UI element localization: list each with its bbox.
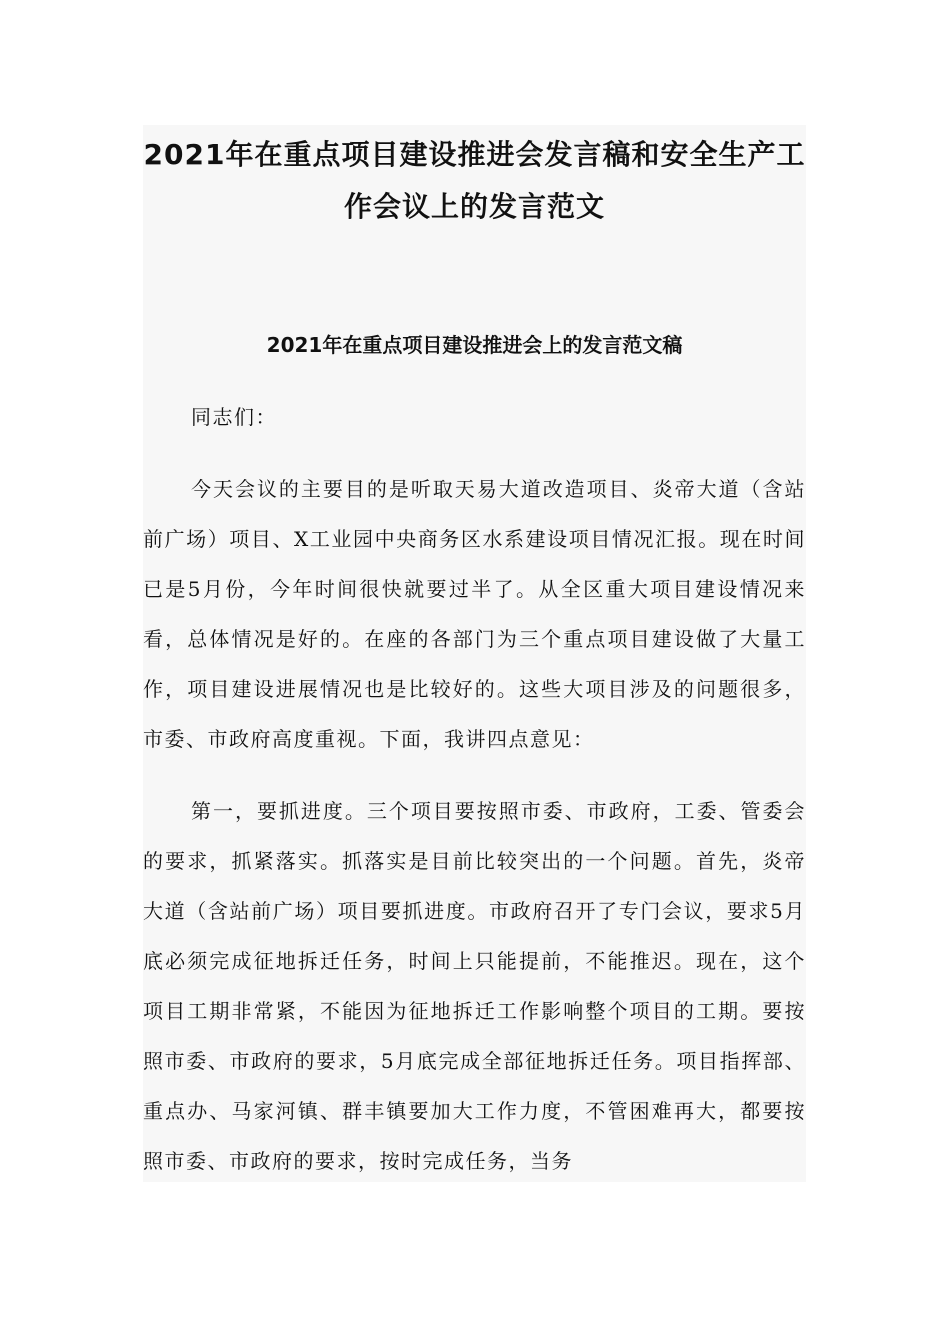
greeting-paragraph: 同志们： [191, 405, 277, 429]
section-title: 2021年在重点项目建设推进会上的发言范文稿 [266, 333, 683, 357]
document-title: 2021年在重点项目建设推进会发言稿和安全生产工作会议上的发言范文 [143, 138, 806, 223]
body-paragraph-2: 第一，要抓进度。三个项目要按照市委、市政府，工委、管委会的要求，抓紧落实。抓落实是目前比较突出的一个问题。首先，炎帝大道（含站前广场）项目要抓进度。市政府召开了专门会议，要求5月底必须完成征地拆迁任务，时间上只能提前，不能推迟。现在，这个项目工期非常紧，不能因为征地拆迁工作影响整个项目的工期。要按照市委、市政府的要求，5月底完成全部征地拆迁任务。项目指挥部、重点办、马家河镇、群丰镇要加大工作力度，不管困难再大，都要按照市委、市政府的要求，按时完成任务，当务 [143, 799, 806, 1173]
body-paragraph-1: 今天会议的主要目的是听取天易大道改造项目、炎帝大道（含站前广场）项目、X工业园中央商务区水系建设项目情况汇报。现在时间已是5月份，今年时间很快就要过半了。从全区重大项目建设情况来看，总体情况是好的。在座的各部门为三个重点项目建设做了大量工作，项目建设进展情况也是比较好的。这些大项目涉及的问题很多，市委、市政府高度重视。下面，我讲四点意见： [143, 477, 806, 751]
